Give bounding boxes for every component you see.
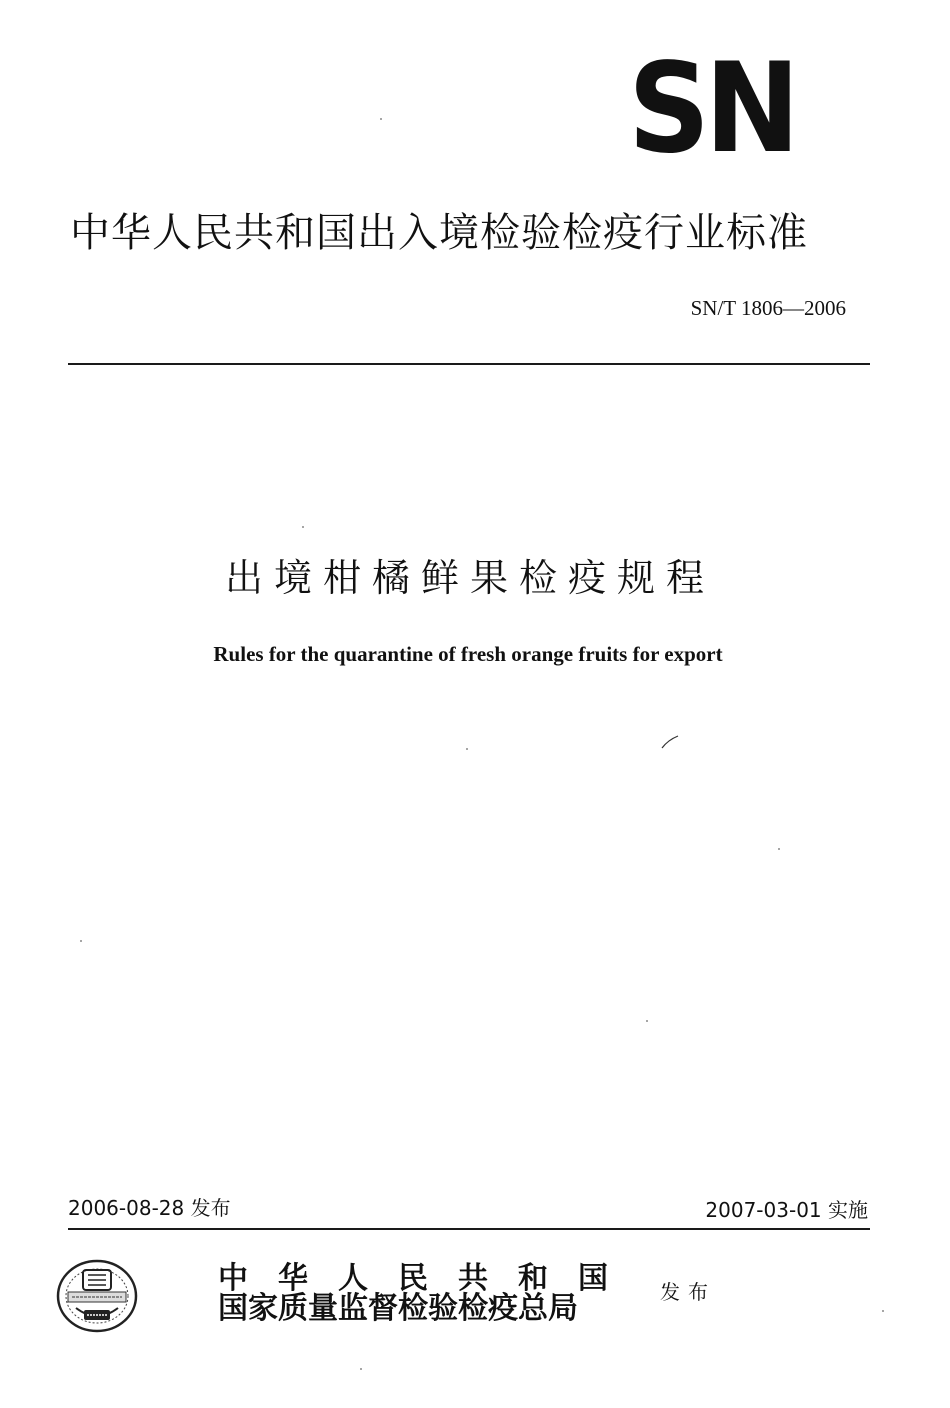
scan-mark bbox=[660, 734, 680, 750]
scan-speck bbox=[778, 848, 780, 850]
scan-speck bbox=[302, 526, 304, 528]
effective-date: 2007-03-01 实施 bbox=[705, 1198, 868, 1222]
publisher-name-line-1: 中华人民共和国 bbox=[218, 1261, 638, 1296]
sn-logo: SN bbox=[628, 37, 795, 181]
scan-speck bbox=[466, 748, 468, 750]
scan-speck bbox=[646, 1020, 648, 1022]
publisher-name-line-2: 国家质量监督检验检疫总局 bbox=[218, 1291, 578, 1326]
header-divider bbox=[68, 363, 870, 365]
footer-divider bbox=[68, 1228, 870, 1230]
issue-date: 2006-08-28 发布 bbox=[68, 1196, 231, 1220]
scan-speck bbox=[882, 1310, 884, 1312]
publish-label: 发布 bbox=[660, 1280, 716, 1304]
document-title-english: Rules for the quarantine of fresh orange fruits for export bbox=[213, 642, 723, 666]
scan-speck bbox=[360, 1368, 362, 1370]
issuing-industry-title: 中华人民共和国出入境检验检疫行业标准 bbox=[70, 210, 808, 256]
document-title-chinese: 出境柑橘鲜果检疫规程 bbox=[224, 556, 715, 600]
scan-speck bbox=[80, 940, 82, 942]
anti-counterfeit-seal-icon bbox=[54, 1256, 140, 1336]
scan-speck bbox=[380, 118, 382, 120]
standard-code: SN/T 1806—2006 bbox=[690, 296, 846, 320]
